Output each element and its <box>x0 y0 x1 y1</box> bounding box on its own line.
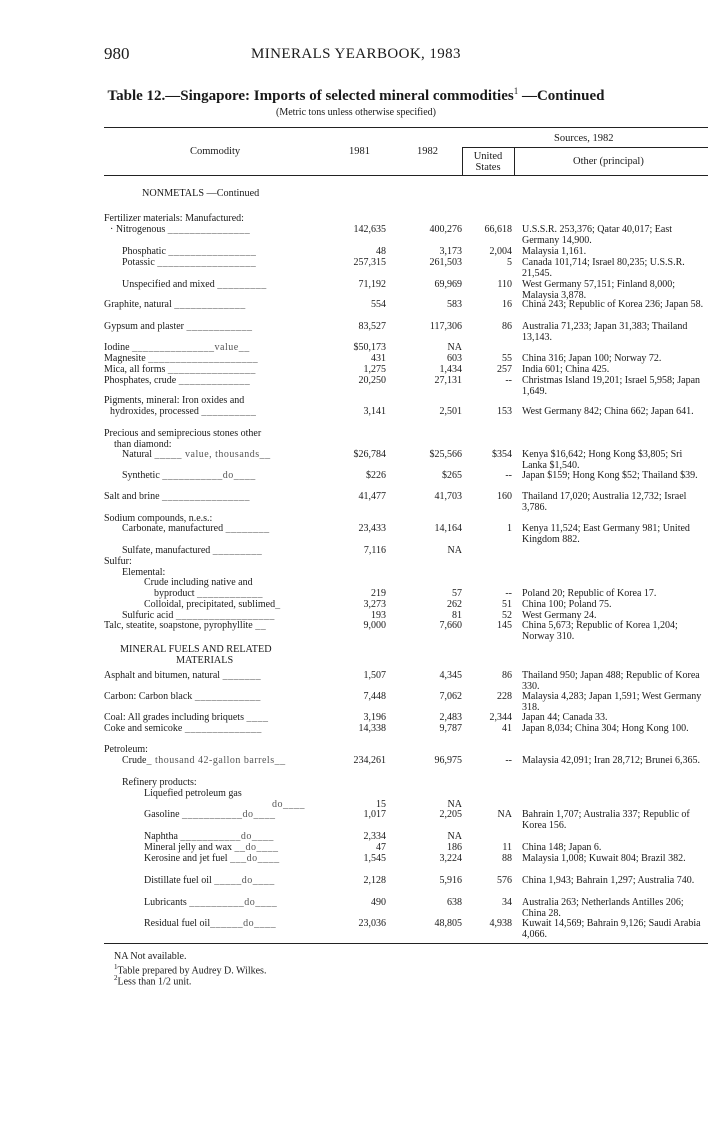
row-label: Crude including native and <box>144 577 253 588</box>
row-label: Mineral jelly and wax <box>144 842 233 853</box>
value-1981: $226 <box>366 470 386 481</box>
value-1982: 186 <box>447 842 462 853</box>
value-other: Kenya 11,524; East Germany 981; United Kingdom 882. <box>522 523 690 545</box>
value-us: 11 <box>502 842 512 853</box>
row-label: Distillate fuel oil <box>144 875 212 886</box>
leader-dots: _______ <box>222 670 262 681</box>
value-us: 86 <box>502 321 512 332</box>
value-us: 88 <box>502 853 512 864</box>
row-label: Phosphatic <box>122 246 166 257</box>
leader-dots: ________________ <box>168 246 257 257</box>
value-us: 1 <box>507 523 512 534</box>
value-us: 55 <box>502 353 512 364</box>
table-bottom-rule <box>104 943 708 944</box>
value-1982: 7,660 <box>439 620 462 631</box>
leader-dots: ________ <box>225 523 270 534</box>
value-other: Malaysia 42,091; Iran 28,712; Brunei 6,365. <box>522 755 701 766</box>
leader-dots: _________ <box>217 279 267 290</box>
row-label: Pigments, mineral: Iron oxides and <box>104 395 245 406</box>
other-col-divider <box>514 147 515 175</box>
value-1981: 3,273 <box>363 599 386 610</box>
row-label: Unspecified and mixed <box>122 279 215 290</box>
leader-dots: ___________do____ <box>162 470 256 481</box>
value-1981: 234,261 <box>353 755 386 766</box>
value-1981: 257,315 <box>353 257 386 268</box>
row-label: Refinery products: <box>122 777 197 788</box>
value-1982: 41,703 <box>434 491 462 502</box>
leader-dots: ____________ <box>197 588 264 599</box>
row-label: Sulfuric acid <box>122 610 174 621</box>
value-other: Japan 44; Canada 33. <box>522 712 608 723</box>
value-1981: 142,635 <box>353 224 386 235</box>
row-label: Naphtha <box>144 831 178 842</box>
value-us: 66,618 <box>484 224 512 235</box>
value-other: Christmas Island 19,201; Israel 5,958; Japan 1,649. <box>522 375 701 397</box>
row-label: than diamond: <box>114 439 172 450</box>
table-title-note: 1 <box>513 86 519 96</box>
leader-dots: __do____ <box>234 842 279 853</box>
leader-dots: ____________ <box>186 321 253 332</box>
value-1981: 14,338 <box>358 723 386 734</box>
value-1981: 83,527 <box>358 321 386 332</box>
leader-dots: _____do____ <box>214 875 275 886</box>
value-other: China 1,943; Bahrain 1,297; Australia 740. <box>522 875 695 886</box>
value-1981: 1,275 <box>363 364 386 375</box>
leader-dots: ____________ <box>194 691 261 702</box>
leader-dots: ___________do____ <box>180 831 274 842</box>
row-label: Sulfate, manufactured <box>122 545 211 556</box>
value-1982: NA <box>447 831 462 842</box>
row-label: Gasoline <box>144 809 180 820</box>
value-other: Kuwait 14,569; Bahrain 9,126; Saudi Arabia 4,066. <box>522 918 701 940</box>
leader-dots: ____________________ <box>148 353 259 364</box>
value-us: -- <box>505 470 512 481</box>
value-other: Malaysia 4,283; Japan 1,591; West Germany 318. <box>522 691 702 713</box>
value-1981: 490 <box>371 897 386 908</box>
row-label: Coal: All grades including briquets <box>104 712 244 723</box>
value-1982: 2,205 <box>439 809 462 820</box>
row-label: Iodine <box>104 342 130 353</box>
row-label: Carbonate, manufactured <box>122 523 224 534</box>
row-label: Sulfur: <box>104 556 132 567</box>
value-us: 145 <box>497 620 512 631</box>
leader-dots: do____ <box>272 799 305 810</box>
value-1981: 15 <box>376 799 386 810</box>
row-label: Phosphates, crude <box>104 375 177 386</box>
leader-dots: _ thousand 42-gallon barrels__ <box>146 755 286 766</box>
col-header-commodity: Commodity <box>190 146 241 157</box>
value-us: 576 <box>497 875 512 886</box>
value-1981: 71,192 <box>358 279 386 290</box>
value-1981: 1,545 <box>363 853 386 864</box>
value-us: 34 <box>502 897 512 908</box>
row-label: Gypsum and plaster <box>104 321 184 332</box>
value-1981: 3,141 <box>363 406 386 417</box>
leader-dots: _ <box>275 599 281 610</box>
value-1982: 9,787 <box>439 723 462 734</box>
us-col-divider <box>462 147 463 175</box>
table-title-suffix: —Continued <box>518 88 605 104</box>
value-1981: 3,196 <box>363 712 386 723</box>
col-header-united-states: United States <box>473 151 503 173</box>
value-1982: 81 <box>452 610 462 621</box>
value-us: 51 <box>502 599 512 610</box>
value-1982: 7,062 <box>439 691 462 702</box>
value-us: -- <box>505 755 512 766</box>
value-other: West Germany 57,151; Finland 8,000; Malaysia 3,878. <box>522 279 676 301</box>
value-other: Poland 20; Republic of Korea 17. <box>522 588 657 599</box>
row-label: Liquefied petroleum gas <box>144 788 242 799</box>
value-us: NA <box>497 809 512 820</box>
value-other: U.S.S.R. 253,376; Qatar 40,017; East Germany 14,900. <box>522 224 672 246</box>
value-other: China 5,673; Republic of Korea 1,204; Norway 310. <box>522 620 678 642</box>
value-1982: 400,276 <box>429 224 462 235</box>
value-other: Thailand 950; Japan 488; Republic of Korea 330. <box>522 670 700 692</box>
value-1982: 117,306 <box>429 321 462 332</box>
section-heading: MATERIALS <box>176 655 234 666</box>
value-other: Canada 101,714; Israel 80,235; U.S.S.R. 21,545. <box>522 257 685 279</box>
value-other: West Germany 842; China 662; Japan 641. <box>522 406 694 417</box>
value-1981: 219 <box>371 588 386 599</box>
value-1982: NA <box>447 799 462 810</box>
leader-dots: _____________ <box>178 375 251 386</box>
value-1981: 7,448 <box>363 691 386 702</box>
table-subtitle: (Metric tons unless otherwise specified) <box>276 107 436 118</box>
row-label: Elemental: <box>122 567 166 578</box>
leader-dots: __________________ <box>157 257 257 268</box>
value-1982: 261,503 <box>429 257 462 268</box>
row-label: Kerosine and jet fuel <box>144 853 228 864</box>
row-label: Magnesite <box>104 353 146 364</box>
value-other: Thailand 17,020; Australia 12,732; Israel 3,786. <box>522 491 687 513</box>
leader-dots: __________ <box>201 406 257 417</box>
row-label: Salt and brine <box>104 491 160 502</box>
leader-dots: __ <box>255 620 267 631</box>
value-1981: 7,116 <box>363 545 386 556</box>
value-1981: 23,433 <box>358 523 386 534</box>
value-other: Malaysia 1,161. <box>522 246 587 257</box>
leader-dots: ___do____ <box>230 853 280 864</box>
value-us: 4,938 <box>489 918 512 929</box>
leader-dots: ________________ <box>167 364 256 375</box>
row-label: Petroleum: <box>104 744 148 755</box>
value-1981: 41,477 <box>358 491 386 502</box>
value-other: Malaysia 1,008; Kuwait 804; Brazil 382. <box>522 853 686 864</box>
row-label: hydroxides, processed <box>110 406 199 417</box>
value-1981: 193 <box>371 610 386 621</box>
leader-dots: _____ value, thousands__ <box>154 449 271 460</box>
row-label: · Nitrogenous <box>110 224 166 235</box>
value-1982: 2,483 <box>439 712 462 723</box>
footnote-na: NA Not available. <box>114 951 187 962</box>
value-us: -- <box>505 375 512 386</box>
leader-dots: ____ <box>246 712 269 723</box>
value-1982: 583 <box>447 299 462 310</box>
value-1982: $265 <box>442 470 462 481</box>
footnote-2-mark: 2 <box>114 974 118 982</box>
value-other: China 243; Republic of Korea 236; Japan 58. <box>522 299 704 310</box>
footnote-1-mark: 1 <box>114 963 118 971</box>
value-1982: 2,501 <box>439 406 462 417</box>
value-other: China 100; Poland 75. <box>522 599 612 610</box>
row-label: Precious and semiprecious stones other <box>104 428 262 439</box>
row-label: Potassic <box>122 257 155 268</box>
value-1981: 1,017 <box>363 809 386 820</box>
value-1981: 48 <box>376 246 386 257</box>
value-1981: $50,173 <box>353 342 386 353</box>
table-title-text: Table 12.—Singapore: Imports of selected mineral commodities <box>107 88 514 104</box>
row-label: Coke and semicoke <box>104 723 183 734</box>
value-1982: 5,916 <box>439 875 462 886</box>
row-label: Fertilizer materials: Manufactured: <box>104 213 244 224</box>
value-other: China 148; Japan 6. <box>522 842 602 853</box>
section-heading: MINERAL FUELS AND RELATED <box>120 644 272 655</box>
footnote-2 <box>114 973 191 987</box>
row-label: byproduct <box>154 588 195 599</box>
value-1982: 4,345 <box>439 670 462 681</box>
value-1981: 2,128 <box>363 875 386 886</box>
value-other: West Germany 24. <box>522 610 597 621</box>
value-us: 160 <box>497 491 512 502</box>
row-label: Asphalt and bitumen, natural <box>104 670 221 681</box>
leader-dots: _____________ <box>174 299 246 310</box>
value-1982: 48,805 <box>434 918 462 929</box>
value-us: 228 <box>497 691 512 702</box>
leader-dots: _______________value__ <box>132 342 250 353</box>
value-1981: 2,334 <box>363 831 386 842</box>
value-us: 257 <box>497 364 512 375</box>
value-other: Australia 263; Netherlands Antilles 206; China 28. <box>522 897 684 919</box>
value-us: 2,344 <box>489 712 512 723</box>
value-1981: 431 <box>371 353 386 364</box>
row-label: Carbon: Carbon black <box>104 691 193 702</box>
value-1982: $25,566 <box>429 449 462 460</box>
row-label: Colloidal, precipitated, sublimed <box>144 599 276 610</box>
row-label: Graphite, natural <box>104 299 172 310</box>
row-label: Sodium compounds, n.e.s.: <box>104 513 213 524</box>
value-1982: NA <box>447 342 462 353</box>
value-1982: 14,164 <box>434 523 462 534</box>
footnote-1-text: Table prepared by Audrey D. Wilkes. <box>117 965 267 977</box>
value-other: Japan 8,034; China 304; Hong Kong 100. <box>522 723 689 734</box>
value-1981: 47 <box>376 842 386 853</box>
row-label: Talc, steatite, soapstone, pyrophyllite <box>104 620 253 631</box>
row-label: Crude <box>122 755 147 766</box>
page-number: 980 <box>104 44 130 63</box>
row-label: Natural <box>122 449 152 460</box>
header-bottom-rule <box>104 175 708 176</box>
value-other: Bahrain 1,707; Australia 337; Republic of Korea 156. <box>522 809 690 831</box>
value-1982: 27,131 <box>434 375 462 386</box>
value-1982: 3,224 <box>439 853 462 864</box>
col-header-sources: Sources, 1982 <box>554 133 614 144</box>
value-1982: NA <box>447 545 462 556</box>
value-1981: 554 <box>371 299 386 310</box>
sources-rule <box>462 147 708 148</box>
leader-dots: __________do____ <box>189 897 278 908</box>
table-title <box>0 86 712 105</box>
leader-dots: ______________ <box>184 723 262 734</box>
value-us: 153 <box>497 406 512 417</box>
value-other: India 601; China 425. <box>522 364 610 375</box>
value-1982: 69,969 <box>434 279 462 290</box>
value-1982: 262 <box>447 599 462 610</box>
value-us: 110 <box>497 279 512 290</box>
running-head: MINERALS YEARBOOK, 1983 <box>251 46 461 62</box>
value-us: 5 <box>507 257 512 268</box>
section-heading: NONMETALS —Continued <box>142 188 260 199</box>
col-header-1982: 1982 <box>417 146 438 157</box>
value-1982: 603 <box>447 353 462 364</box>
value-other: China 316; Japan 100; Norway 72. <box>522 353 662 364</box>
col-header-other: Other (principal) <box>573 156 644 167</box>
leader-dots: _______________ <box>167 224 251 235</box>
value-us: 86 <box>502 670 512 681</box>
value-other: Australia 71,233; Japan 31,383; Thailand 13,143. <box>522 321 688 343</box>
value-1982: 1,434 <box>439 364 462 375</box>
value-us: 41 <box>502 723 512 734</box>
row-label: Lubricants <box>144 897 187 908</box>
value-other: Japan $159; Hong Kong $52; Thailand $39. <box>522 470 698 481</box>
value-us: 2,004 <box>489 246 512 257</box>
value-1981: 20,250 <box>358 375 386 386</box>
col-header-1981: 1981 <box>349 146 370 157</box>
value-1981: 1,507 <box>363 670 386 681</box>
row-label: Residual fuel oil <box>144 918 211 929</box>
value-us: 52 <box>502 610 512 621</box>
value-1981: $26,784 <box>353 449 386 460</box>
footnote-2-text: Less than 1/2 unit. <box>117 976 192 988</box>
value-1981: 9,000 <box>363 620 386 631</box>
leader-dots: _________ <box>212 545 263 556</box>
row-label: Synthetic <box>122 470 160 481</box>
value-us: $354 <box>492 449 512 460</box>
value-us: 16 <box>502 299 512 310</box>
value-1982: 638 <box>447 897 462 908</box>
value-1982: 3,173 <box>439 246 462 257</box>
leader-dots: ______do____ <box>210 918 277 929</box>
header-top-rule <box>104 127 708 128</box>
leader-dots: ________________ <box>162 491 251 502</box>
value-1981: 23,036 <box>358 918 386 929</box>
value-1982: 96,975 <box>434 755 462 766</box>
row-label: Mica, all forms <box>104 364 166 375</box>
leader-dots: __________________ <box>175 610 275 621</box>
value-1982: 57 <box>452 588 462 599</box>
value-us: -- <box>505 588 512 599</box>
value-other: Kenya $16,642; Hong Kong $3,805; Sri Lanka $1,540. <box>522 449 683 471</box>
leader-dots: ___________do____ <box>182 809 276 820</box>
